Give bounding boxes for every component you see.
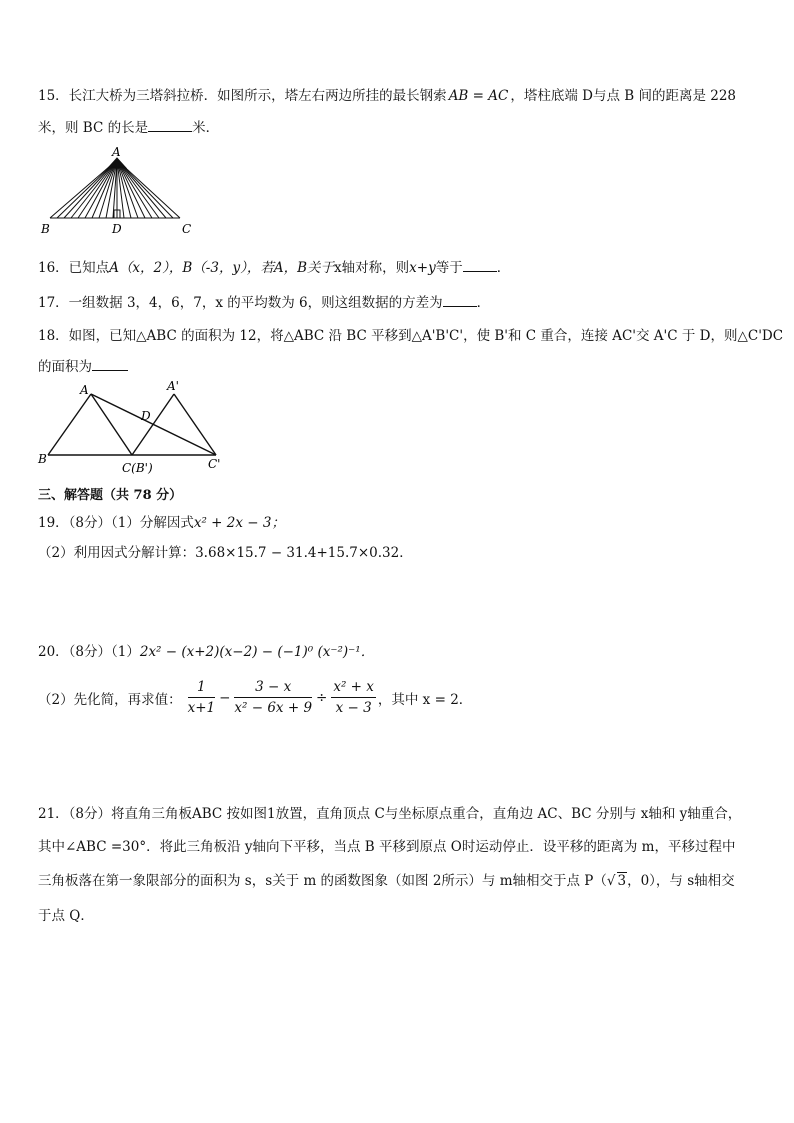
q21-sqrt-value: 3 xyxy=(617,873,627,889)
q21-text-a: 三角板落在第一象限部分的面积为 s，s关于 m 的函数图象（如图 2所示）与 m轴相交于点 P（ xyxy=(38,873,607,889)
q15-text-b: ，塔柱底端 D与点 B 间的距离是 228 xyxy=(510,88,737,104)
q18-text-a: 18．如图，已知△ABC 的面积为 12，将△ABC 沿 BC 平移到△A'B'C'，使 B'和 C 重合，连接 AC'交 A'C 于 D，则△C'DC xyxy=(38,328,784,344)
q17-end: ． xyxy=(476,295,491,311)
bridge-cable xyxy=(85,160,117,218)
q18-answer-blank[interactable] xyxy=(92,358,128,371)
q18-label-C-B-prime: C(B') xyxy=(122,461,153,475)
bridge-cable xyxy=(117,160,173,218)
q18-label-B: B xyxy=(38,452,47,466)
q21-line1: 21．（8分）将直角三角板ABC 按如图1放置，直角顶点 C与坐标原点重合，直角边 AC、BC 分别与 x轴和 y轴重合， xyxy=(38,806,742,822)
q16-text-f: 等于 xyxy=(435,260,463,276)
q15-answer-blank[interactable] xyxy=(148,119,192,132)
q19-part2 xyxy=(38,541,413,561)
q16-text-a: 16．已知点 xyxy=(38,260,110,276)
q18-line1 xyxy=(38,324,783,344)
q20-text-a: 20．（8分）（1） xyxy=(38,644,140,660)
q16-text-g: ． xyxy=(496,260,511,276)
bridge-cable xyxy=(71,160,117,218)
q15-line2 xyxy=(38,116,219,136)
q17-answer-blank[interactable] xyxy=(443,294,477,307)
q20-f1-num: 1 xyxy=(188,679,216,698)
q18-label-C-prime: C' xyxy=(208,457,221,471)
q18-text-b: 的面积为 xyxy=(38,359,92,375)
q19-part1 xyxy=(38,511,285,531)
q20-f1-den: x+1 xyxy=(187,700,216,716)
q16-line xyxy=(38,256,510,276)
q17-line xyxy=(38,291,490,311)
q21-sqrt: √ 3 xyxy=(606,873,627,889)
q18-label-A: A xyxy=(80,383,89,397)
q15-label-B: B xyxy=(41,222,50,236)
q20-f3-num: x² + x xyxy=(331,679,376,698)
q15-equation: AB = AC xyxy=(448,88,509,104)
q20-f3-den: x − 3 xyxy=(335,700,372,716)
q18-triangle-figure xyxy=(36,378,226,478)
q20-f2-num: 3 − x xyxy=(234,679,312,698)
q15-text-c: 米，则 BC 的长是 xyxy=(38,120,149,136)
q16-points: A（x，2），B（-3，y），若 xyxy=(109,260,274,276)
q16-expression: x+y xyxy=(409,260,436,276)
q20-fraction-3 xyxy=(331,679,376,716)
q20-text-c: ，其中 x = 2． xyxy=(377,691,473,708)
q15-text-a: 15．长江大桥为三塔斜拉桥．如图所示，塔左右两边所挂的最长钢索 xyxy=(38,88,447,104)
q15-line1 xyxy=(38,84,736,104)
q20-text-b: （2）先化简，再求值： xyxy=(38,691,182,708)
bridge-cable xyxy=(117,160,145,218)
q17-text: 17．一组数据 3，4，6，7，x 的平均数为 6，则这组数据的方差为 xyxy=(38,295,443,311)
q21-line2: 其中∠ABC =30°．将此三角板沿 y轴向下平移，当点 B 平移到原点 O时运动停止．设平移的距离为 m，平移过程中 xyxy=(38,839,736,855)
q19-text-a: 19．（8分）（1）分解因式 xyxy=(38,515,194,531)
q20-f2-den: x² − 6x + 9 xyxy=(234,700,313,716)
section-3-heading: 三、解答题（共 78 分） xyxy=(38,488,183,503)
q16-text-d: x轴对称，则 xyxy=(334,260,410,276)
q20-fraction-1 xyxy=(188,679,216,716)
q19-expression-1: x² + 2x − 3； xyxy=(193,515,285,531)
q19-expression-2: 3.68×15.7 − 31.4+15.7×0.32． xyxy=(195,545,413,561)
q15-bridge-figure xyxy=(36,142,196,237)
q21-line4: 于点 Q． xyxy=(38,908,94,924)
q18-label-A-prime: A' xyxy=(167,379,179,393)
q15-label-C: C xyxy=(182,222,192,236)
bridge-cable xyxy=(117,160,180,218)
q15-label-D: D xyxy=(112,222,122,236)
q21-text-b: ，0），与 s轴相交 xyxy=(627,873,735,889)
q18-line2 xyxy=(38,355,128,375)
q20-divide: ÷ xyxy=(316,689,328,706)
q19-text-b: （2）利用因式分解计算： xyxy=(38,545,196,561)
q21-line3 xyxy=(38,869,735,889)
q16-text-c: A，B关于 xyxy=(273,260,335,276)
q20-minus: − xyxy=(219,689,231,706)
q15-text-d: 米． xyxy=(192,120,220,136)
q16-answer-blank[interactable] xyxy=(463,259,497,272)
q18-label-D: D xyxy=(141,409,151,423)
q20-part1 xyxy=(38,640,374,660)
q15-label-A: A xyxy=(112,145,121,159)
q20-fraction-2 xyxy=(234,679,312,716)
q20-part2 xyxy=(38,679,472,716)
q20-expression-1: 2x² − (x+2)(x−2) − (−1)⁰ (x⁻²)⁻¹． xyxy=(139,644,375,660)
bridge-cable xyxy=(64,160,117,218)
